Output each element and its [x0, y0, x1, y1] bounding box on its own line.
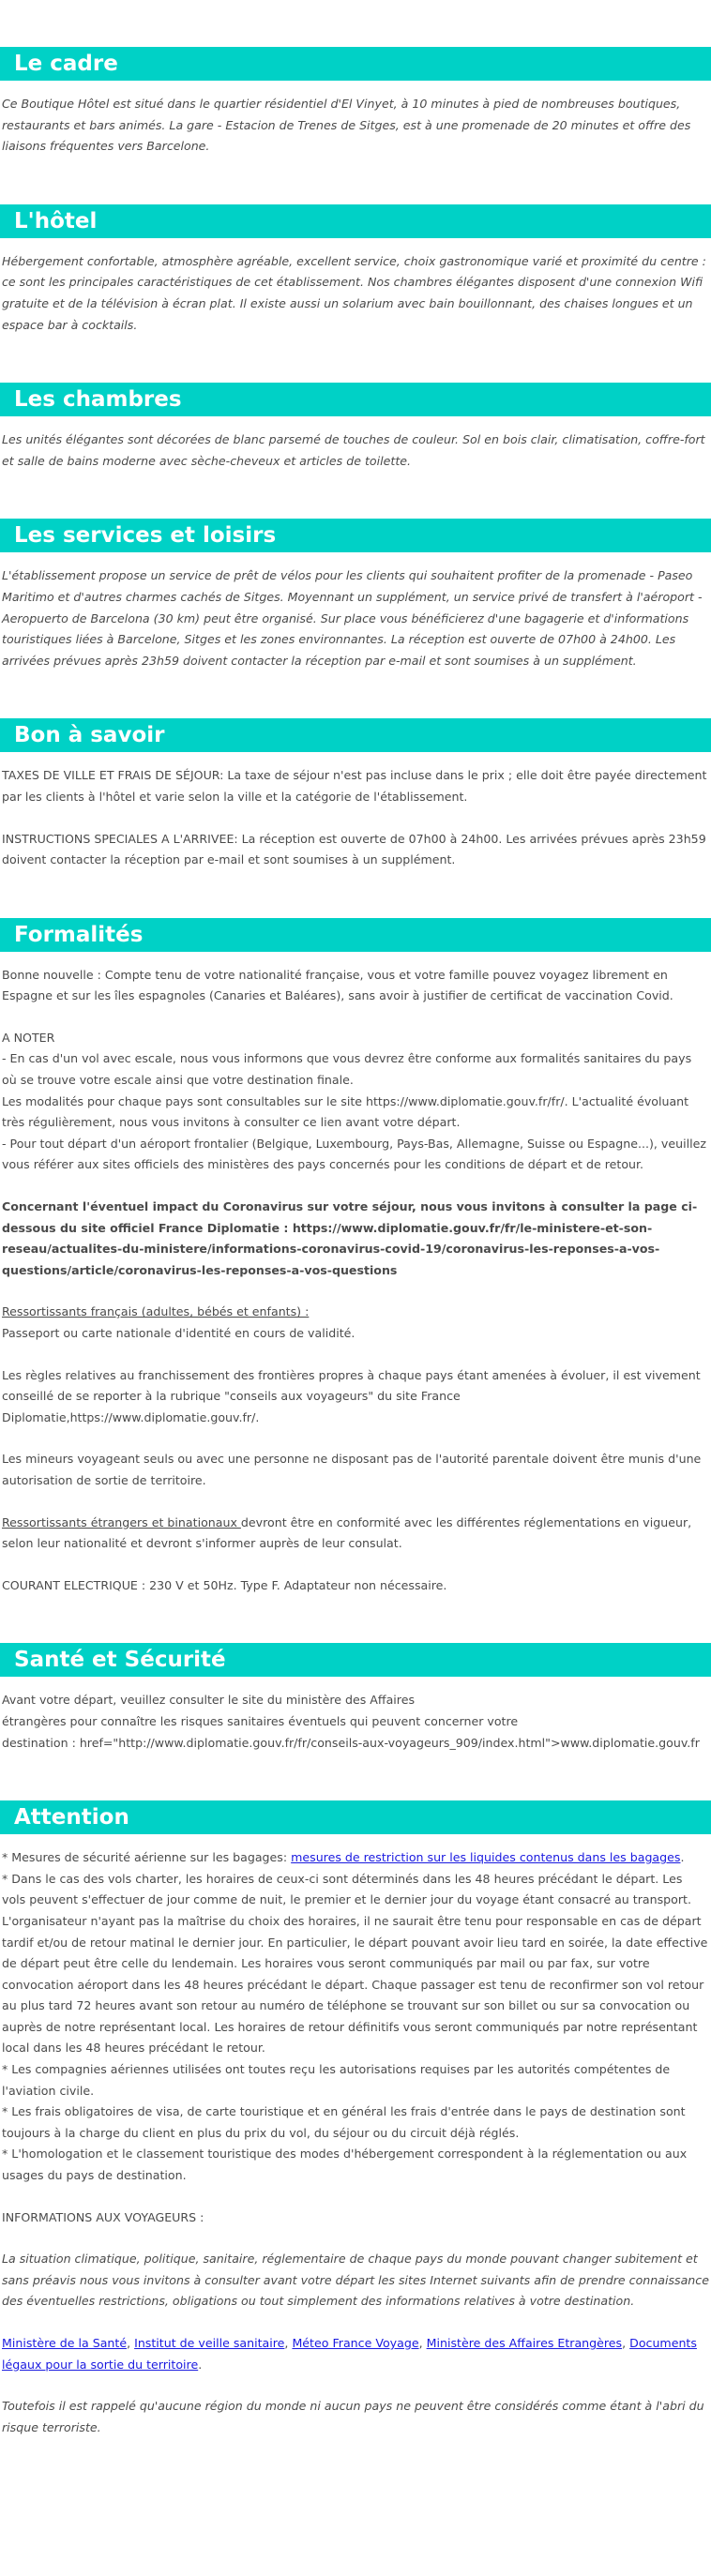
link-separator: ,	[284, 2336, 293, 2350]
note-line: - En cas d'un vol avec escale, nous vous informons que vous devrez être conforme aux formalités sanitaires du pays où se trouve votre escale ainsi que votre destination finale.	[2, 1051, 692, 1088]
final-text: Toutefois il est rappelé qu'aucune région du monde ni aucun pays ne peuvent être considérés comme étant à l'abri du risque terroriste.	[2, 2399, 704, 2434]
bullet-item: * Les frais obligatoires de visa, de carte touristique et en général les frais d'entrée dans le pays de destination sont toujours à la charge du client en plus du prix du vol, du séjour ou du circuit déjà réglés.	[2, 2104, 686, 2140]
paragraph-rules: Les règles relatives au franchissement des frontières propres à chaque pays étant amenées à évoluer, il est vivement conseillé de se reporter à la rubrique "conseils aux voyageurs" du site France Diplomatie,https://www.diplomatie.gouv.fr/.	[2, 1367, 701, 1424]
section-content	[0, 565, 711, 671]
link-separator: ,	[622, 2336, 630, 2350]
paragraph: Ce Boutique Hôtel est situé dans le quartier résidentiel d'El Vinyet, à 10 minutes à pied de nombreuses boutiques, restaurants et bars animés. La gare - Estacion de Trenes de Sitges, est à une promenade de 20 minutes et offre des liaisons fréquentes vers Barcelone.	[2, 97, 691, 154]
foreign-nationals-block	[2, 1513, 709, 1555]
paragraph-electric: COURANT ELECTRIQUE : 230 V et 50Hz. Type F. Adaptateur non nécessaire.	[2, 1577, 447, 1592]
paragraph-bonne-nouvelle: Bonne nouvelle : Compte tenu de votre nationalité française, vous et votre famille pouvez voyagez librement en Espagne et sur les îles espagnoles (Canaries et Baléares), sans avoir à justifier de certificat de vaccination Covid.	[2, 967, 673, 1003]
note-line: - Pour tout départ d'un aéroport frontalier (Belgique, Luxembourg, Pays-Bas, Allemagne, Suisse ou Espagne...), veuillez vous référer aux sites officiels des ministères des pays concernés pour les conditions de départ et de retour.	[2, 1136, 706, 1172]
link-separator: ,	[418, 2336, 427, 2350]
paragraph-minors: Les mineurs voyageant seuls ou avec une personne ne disposant pas de l'autorité parentale doivent être munis d'une autorisation de sortie de territoire.	[2, 1452, 702, 1487]
paragraph-taxes: TAXES DE VILLE ET FRAIS DE SÉJOUR: La taxe de séjour n'est pas incluse dans le prix ; elle doit être payée directement par les clients à l'hôtel et varie selon la ville et la catégorie de l'établissement.	[2, 768, 707, 804]
french-nationals-label: Ressortissants français (adultes, bébés et enfants) :	[2, 1304, 310, 1319]
link-ministere-sante[interactable]: Ministère de la Santé	[2, 2336, 128, 2350]
paragraph: Les unités élégantes sont décorées de blanc parsemé de touches de couleur. Sol en bois clair, climatisation, coffre-fort et salle de bains moderne avec sèche-cheveux et articles de toilette.	[2, 432, 705, 468]
section-title: Attention	[0, 1800, 711, 1834]
sante-block	[2, 1690, 709, 1754]
bullet-prefix: * Mesures de sécurité aérienne sur les bagages:	[2, 1850, 292, 1865]
section-title: Santé et Sécurité	[0, 1643, 711, 1677]
attention-bullets	[2, 1847, 709, 2187]
section-formalites	[0, 871, 711, 1597]
french-nationals-text: Passeport ou carte nationale d'identité en cours de validité.	[2, 1326, 356, 1340]
note-block	[2, 1028, 709, 1176]
paragraph: Hébergement confortable, atmosphère agréable, excellent service, choix gastronomique varié et proximité du centre : ce sont les principales caractéristiques de cet établissement. Nos chambres élégantes disposent d'une connexion Wifi gratuite et de la télévision à écran plat. Il existe aussi un solarium avec bain bouillonnant, des chaises longues et un espace bar à cocktails.	[2, 253, 706, 332]
liquids-restriction-link[interactable]: mesures de restriction sur les liquides contenus dans les bagages	[291, 1850, 681, 1865]
bullet-item: * Dans le cas des vols charter, les horaires de ceux-ci sont déterminés dans les 48 heures précédant le départ. Les vols peuvent s'effectuer de jour comme de nuit, le premier et le dernier jour du voyage étant consacré au transport. L'organisateur n'ayant pas la maîtrise du choix des horaires, il ne saurait être tenu pour responsable en cas de départ tardif et/ou de retour matinal le dernier jour. En particulier, le départ pouvant avoir lieu tard en soirée, la date effective de départ peut être celle du lendemain. Les horaires vous seront communiqués par mail ou par fax, sur votre convocation aéroport dans les 48 heures précédant le départ. Chaque passager est tenu de reconfirmer son vol retour au plus tard 72 heures avant son retour au numéro de téléphone se trouvant sur son billet ou sur sa convocation ou auprès de notre représentant local. Les horaires de retour définitifs vous seront communiqués par notre représentant local dans les 48 heures précédant le retour.	[2, 1871, 708, 2056]
section-title: Les chambres	[0, 383, 711, 416]
section-services-loisirs	[0, 472, 711, 671]
link-end: .	[198, 2357, 203, 2372]
section-title: Le cadre	[0, 47, 711, 81]
foreign-nationals-label: Ressortissants étrangers et binationaux	[2, 1514, 241, 1529]
note-title: A NOTER	[2, 1030, 55, 1045]
section-title: Les services et loisirs	[0, 519, 711, 552]
link-institut-veille-sanitaire[interactable]: Institut de veille sanitaire	[134, 2336, 285, 2350]
section-content	[0, 1690, 711, 1754]
info-links	[2, 2333, 709, 2375]
link-separator: ,	[127, 2336, 135, 2350]
sante-line: destination : href="http://www.diplomatie.gouv.fr/fr/conseils-aux-voyageurs_909/index.html">www.diplomatie.gouv.fr	[2, 1735, 700, 1750]
section-content	[0, 251, 711, 336]
section-title: L'hôtel	[0, 204, 711, 238]
bullet-suffix: .	[680, 1850, 685, 1865]
section-bon-a-savoir	[0, 671, 711, 870]
section-attention	[0, 1754, 711, 2438]
section-content	[0, 1847, 711, 2438]
section-le-cadre	[0, 0, 711, 158]
coronavirus-notice-text: Concernant l'éventuel impact du Coronavirus sur votre séjour, nous vous invitons à consulter la page ci-dessous du site officiel France Diplomatie : https://www.diplomatie.gouv.fr/fr/le-ministere-et-son-reseau/actualites-du-ministere/informations-coronavirus-covid-19/coronavirus-les-reponses-a-vos-questions/article/coronavirus-les-reponses-a-vos-questions	[2, 1199, 698, 1277]
bullet-item: * L'homologation et le classement touristique des modes d'hébergement correspondent à la réglementation ou aux usages du pays de destination.	[2, 2147, 688, 2183]
section-title: Formalités	[0, 918, 711, 952]
note-line: Les modalités pour chaque pays sont consultables sur le site https://www.diplomatie.gouv.fr/fr/. L'actualité évoluant très régulièrement, nous vous invitons à consulter ce lien avant votre départ.	[2, 1093, 689, 1130]
paragraph-instructions: INSTRUCTIONS SPECIALES A L'ARRIVEE: La réception est ouverte de 07h00 à 24h00. Les arrivées prévues après 23h59 doivent contacter la réception par e-mail et sont soumises à un supplément.	[2, 831, 706, 867]
section-les-chambres	[0, 336, 711, 472]
sante-line: Avant votre départ, veuillez consulter le site du ministère des Affaires	[2, 1693, 416, 1708]
section-content	[0, 429, 711, 472]
coronavirus-notice	[2, 1197, 709, 1281]
sante-line: étrangères pour connaître les risques sanitaires éventuels qui peuvent concerner votre	[2, 1713, 519, 1728]
section-content	[0, 94, 711, 158]
bullet-item: * Les compagnies aériennes utilisées ont toutes reçu les autorisations requises par les autorités compétentes de l'aviation civile.	[2, 2062, 671, 2098]
foreign-nationals-text: devront être en conformité avec les différentes réglementations en vigueur, selon leur nationalité et devront s'informer auprès de leur consulat.	[2, 1514, 692, 1551]
link-meteo-france-voyage[interactable]: Méteo France Voyage	[292, 2336, 419, 2350]
section-sante-securite	[0, 1596, 711, 1754]
section-l-hotel	[0, 158, 711, 336]
section-content	[0, 965, 711, 1597]
paragraph: L'établissement propose un service de prêt de vélos pour les clients qui souhaitent profiter de la promenade - Paseo Maritimo et d'autres charmes cachés de Sitges. Moyennant un supplément, un service privé de transfert à l'aéroport - Aeropuerto de Barcelona (30 km) peut être organisé. Sur place vous bénéficierez d'une bagagerie et d'informations touristiques liées à Barcelone, Sitges et les zones environnantes. La réception est ouverte de 07h00 à 24h00. Les arrivées prévues après 23h59 doivent contacter la réception par e-mail et sont soumises à un supplément.	[2, 568, 703, 668]
info-voyageurs-text: La situation climatique, politique, sanitaire, réglementaire de chaque pays du monde pouvant changer subitement et sans préavis nous vous invitons à consulter avant votre départ les sites Internet suivants afin de prendre connaissance des éventuelles restrictions, obligations ou tout simplement des informations relatives à votre destination.	[2, 2252, 709, 2309]
info-voyageurs-title: INFORMATIONS AUX VOYAGEURS :	[2, 2209, 204, 2224]
french-nationals-block	[2, 1302, 709, 1344]
link-ministere-affaires-etrangeres[interactable]: Ministère des Affaires Etrangères	[426, 2336, 623, 2350]
section-content	[0, 765, 711, 870]
section-title: Bon à savoir	[0, 718, 711, 752]
link-documents-legaux[interactable]: Documents légaux pour la sortie du territoire	[2, 2336, 697, 2372]
